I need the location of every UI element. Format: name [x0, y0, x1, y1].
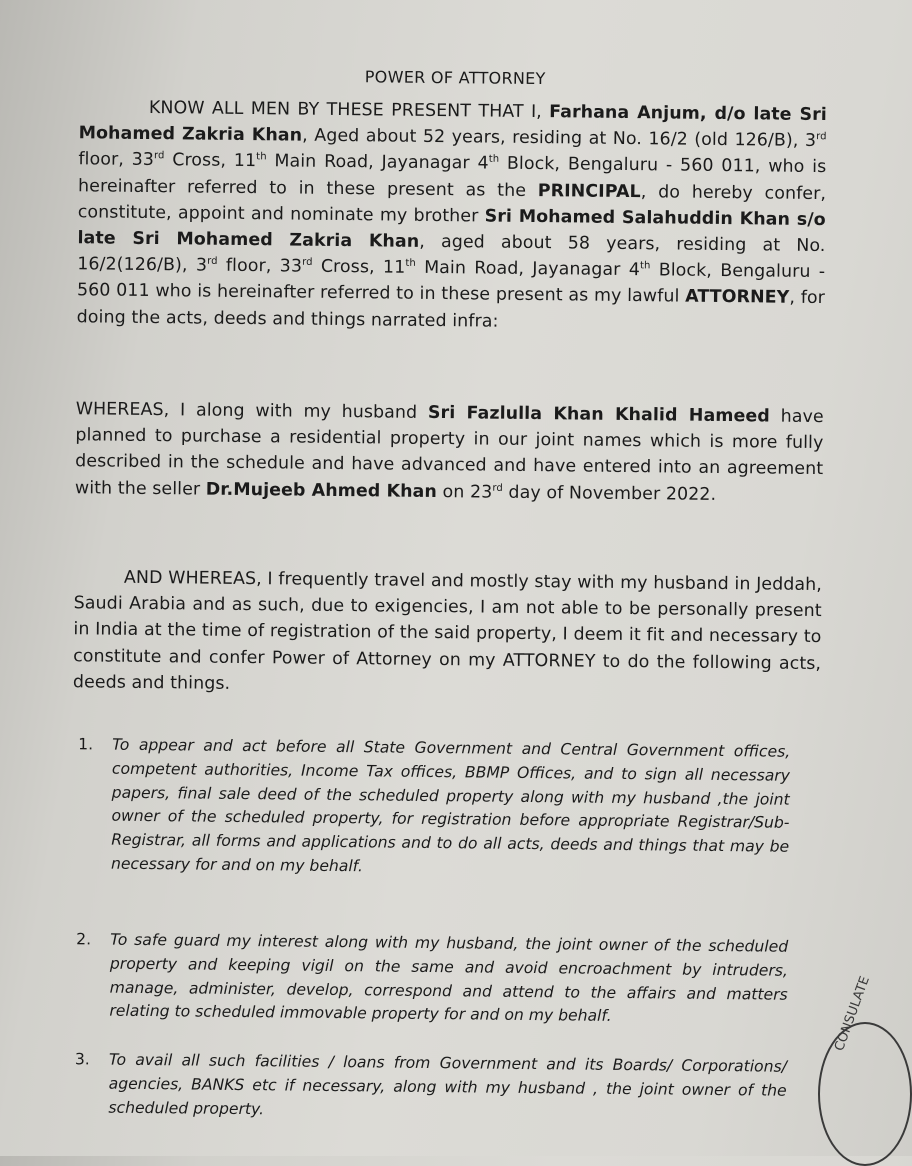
clause-2 [75, 928, 788, 1031]
clause-number: 1. [78, 735, 94, 754]
attorney-label: ATTORNEY [685, 287, 790, 309]
husband-name: Sri Fazlulla Khan Khalid Hameed [427, 402, 771, 427]
principal-label: PRINCIPAL [537, 180, 641, 202]
clause-text: To appear and act before all State Government and Central Government offices, competent authorities, Income Tax offices, BBMP Offices, and to sign all necessary papers, final sale deed of the scheduled property along with my husband ,the joint owner of the scheduled property, for registration before appropriate Registrar/Sub-Registrar, all forms and applications and to do all acts, deeds and things that may be necessary for and on my behalf. [110, 735, 791, 876]
principal-name: Farhana Anjum, d/o late Sri Mohamed Zakria Khan [78, 102, 827, 146]
clause-number: 3. [74, 1050, 90, 1069]
and-whereas-lead: AND WHEREAS [123, 567, 257, 590]
attorney-name: Sri Mohamed Salahuddin Khan s/o late Sri Mohamed Zakria Khan [77, 206, 826, 252]
clause-1 [77, 733, 790, 883]
consulate-stamp [818, 1022, 912, 1166]
whereas-paragraph: WHEREAS, I along with my husband Sri Fazlulla Khan Khalid Hameed have planned to purchase a residential property in our joint names which is more fully described in the schedule and have advanced and have entered into an agreement with the seller Dr.Mujeeb Ahmed Khan on 23rd day of November 2022. [74, 399, 824, 505]
clause-number: 2. [76, 930, 92, 949]
clause-3 [74, 1048, 787, 1127]
seller-name: Dr.Mujeeb Ahmed Khan [205, 479, 438, 502]
clause-text: To safe guard my interest along with my husband, the joint owner of the scheduled property and keeping vigil on the same and avoid encroachment by intruders, manage, administer, develop, correspond and attend to the affairs and matters relating to scheduled immovable property for and on my behalf. [109, 930, 789, 1026]
clause-text: To avail all such facilities / loans from Government and its Boards/ Corporations/ agencies, BANKS etc if necessary, along with my husband , the joint owner of the scheduled property. [108, 1050, 787, 1118]
intro-paragraph: KNOW ALL MEN BY THESE PRESENT THAT I, Farhana Anjum, d/o late Sri Mohamed Zakria Khan, Aged about 52 years, residing at No. 16/2 (old 126/B), 3rd floor, 33rd Cross, 11th Main Road, Jayanagar 4th Block, Bengaluru - 560 011, who is hereinafter referred to in these present as the PRINCIPAL, do hereby confer, constitute, appoint and nominate my brother Sri Mohamed Salahuddin Khan s/o late Sri Mohamed Zakria Khan, aged about 58 years, residing at No. 16/2(126/B), 3rd floor, 33rd Cross, 11th Main Road, Jayanagar 4th Block, Bengaluru - 560 011 who is hereinafter referred to in these present as my lawful ATTORNEY, for doing the acts, deeds and things narrated infra: [76, 97, 827, 332]
document-title: POWER OF ATTORNEY [364, 67, 546, 89]
and-whereas-paragraph: AND WHEREAS, I frequently travel and mostly stay with my husband in Jeddah, Saudi Arabia and as such, due to exigencies, I am not able to be personally present in India at the time of registration of the said property, I deem it fit and necessary to constitute and confer Power of Attorney on my ATTORNEY to do the following acts, deeds and things. [72, 567, 823, 694]
consulate-stamp-text: CONSULATE [832, 974, 873, 1054]
